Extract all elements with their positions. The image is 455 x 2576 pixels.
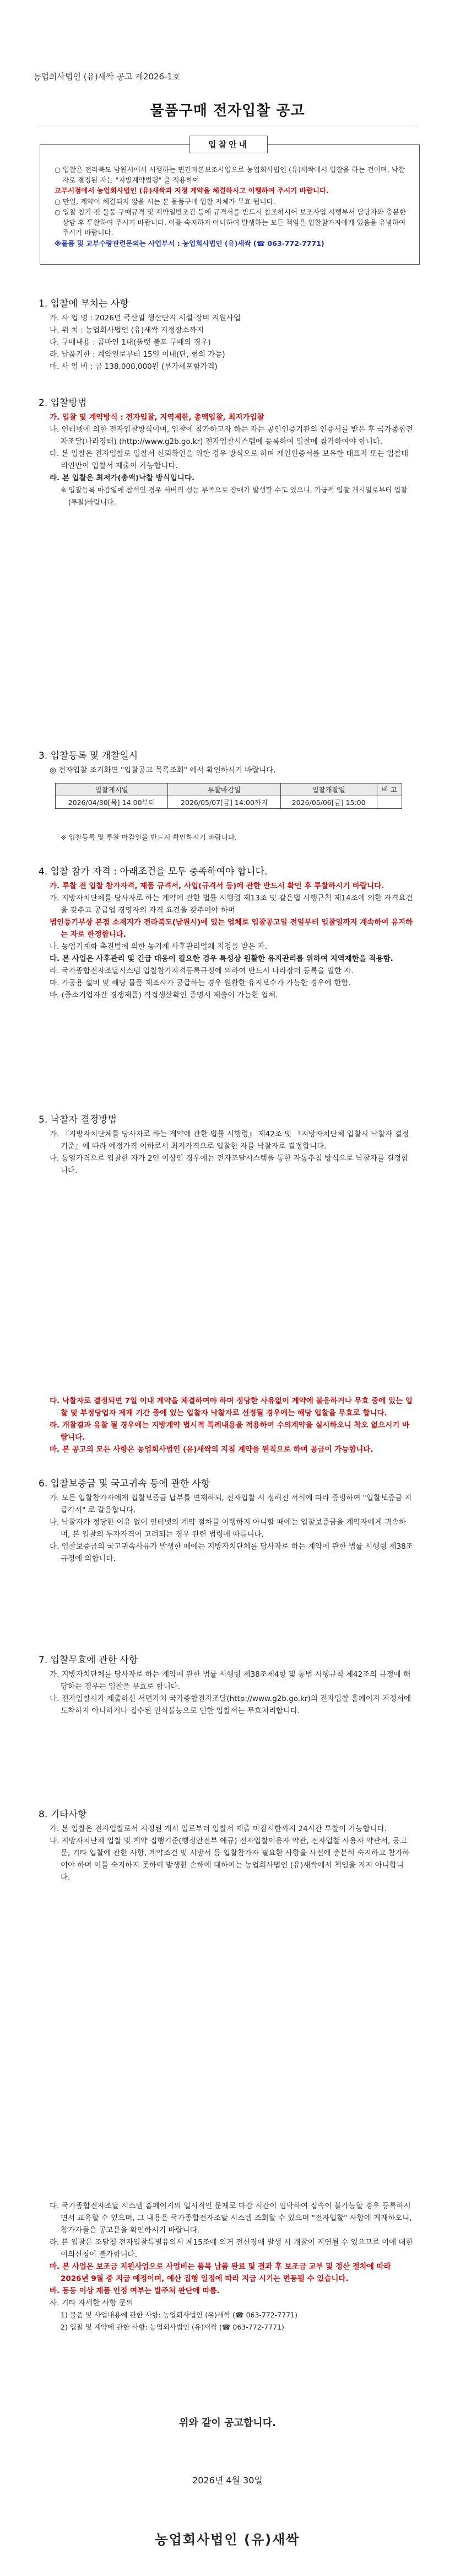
organization-name: 농업회사법인 (유)새싹: [155, 2532, 300, 2547]
section-5-heading: 5. 낙찰자 결정방법: [39, 1114, 117, 1125]
section-2-item: 가. 입찰 및 계약방식 : 전자입찰, 지역제한, 총액입찰, 최저가입찰: [50, 413, 264, 422]
section-5-item: 가. 『지방자치단체를 당사자로 하는 계약에 관한 법률 시행령』 제42조 및 『지방자치단체 입찰시 낙찰자 결정기준』에 따라 예정가격 이하로서 최저가격으로 입찰한 자를 낙찰자로 결정합니다.: [50, 1130, 409, 1151]
section-1-body: [50, 312, 413, 373]
table-header: 비 고: [377, 783, 402, 796]
section-4-item: 마. 가공용 설비 및 해당 물품 제조사가 공급하는 경우 원활한 유지보수가 가능한 경우에 한함.: [50, 979, 351, 988]
notice-box: [40, 144, 420, 265]
table-cell: 2026/04/30[목] 14:00부터: [56, 796, 168, 809]
section-1-heading: 1. 입찰에 부치는 사항: [39, 298, 129, 309]
section-8-item: 가. 본 입찰은 전자입찰로서 지정된 개시 일로부터 입찰서 제출 마감시한까지 24시간 투찰이 가능합니다.: [50, 1824, 387, 1833]
section-8-item: 바. 동등 이상 제품 인정 여부는 발주처 판단에 따름.: [50, 2287, 220, 2295]
notice-line-2: 교부시점에서 농업회사법인 (유)새싹과 지정 계약을 체결하시고 이행하여 주시기 바랍니다.: [55, 186, 329, 195]
section-1-item: 마. 사 업 비 : 금 138,000,000원 (부가세포함가격): [50, 362, 218, 371]
section-2-item: 나. 인터넷에 의한 전자입찰방식이며, 입찰에 참가하고자 하는 자는 공인인증기관의 인증서를 받은 후 국가종합전자조달(나라장터) (http://www.g2b.go.kr) 전자입찰시스템에 등록하여 입찰에 참가하여야 합니다.: [50, 425, 413, 446]
notice-line-4: ○ 입찰 참가 전 물품 구매규격 및 계약일반조건 등에 규격서를 반드시 참조하시어 보조사업 시행부서 담당자와 충분한 상담 후 투찰하여 주시기 바랍니다. 이를 숙지하지 아니하여 발생하는 모든 책임은 입찰참가자에게 있음을 유념하여 주시기 바랍니다.: [55, 208, 407, 237]
section-6-heading: 6. 입찰보증금 및 국고귀속 등에 관한 사항: [39, 1478, 210, 1489]
section-2-item: 라. 본 입찰은 최저가(총액)낙찰 방식입니다.: [50, 474, 195, 482]
table-header: 입찰개찰일: [280, 783, 377, 796]
section-1-item: 라. 납품기한 : 계약일로부터 15일 이내(단, 협의 가능): [50, 350, 225, 359]
section-8-extra: [50, 2200, 413, 2333]
closing-statement: 위와 같이 공고합니다.: [179, 2417, 276, 2429]
schedule-table: [55, 783, 402, 809]
section-8-item: 다. 국가종합전자조달 시스템 홈페이지의 일시적인 문제로 마감 시간이 임박하여 접속이 불가능할 경우 등록하시면서 교육할 수 있으며, 그 내용은 국가종합전자조달 시스템 조회할 수 있으며 "전자입찰" 사항에 게재하오니, 참가자들은 공고문을 확인하시기 바랍니다.: [50, 2202, 412, 2235]
notice-line-3: ○ 만일, 계약이 체결되지 않을 시는 본 물품구매 입찰 자체가 무효 됩니다.: [55, 197, 275, 206]
table-header-row: [56, 783, 402, 796]
section-2-heading: 2. 입찰방법: [39, 398, 87, 409]
section-5-item: 마. 본 공고의 모든 사항은 농업회사법인 (유)새싹의 지침 계약을 원칙으로 하며 공급이 가능합니다.: [50, 1445, 373, 1454]
section-2-note: ※ 입찰등록 마감일에 참석인 경우 서버의 성능 부족으로 장애가 발생할 수도 있으니, 가급적 입찰 개시일로부터 입찰(투찰)바랍니다.: [61, 486, 408, 506]
section-5-item: 나. 동일가격으로 입찰한 자가 2인 이상인 경우에는 전자조달시스템을 통한 자동추첨 방식으로 낙찰자를 결정합니다.: [50, 1154, 409, 1175]
table-cell: 2026/05/06[금] 15:00: [280, 796, 377, 809]
table-row: [56, 796, 402, 809]
section-8-contact: 2) 입찰 및 계약에 관한 사항: 농업회사법인 (유)새싹 (☎ 063-772-7771): [61, 2323, 284, 2331]
section-3-intro: ◎ 전자입찰 조기화면 "입찰공고 목록조회" 에서 확인하시기 바랍니다.: [50, 766, 276, 775]
notice-label: 입찰안내: [189, 136, 268, 153]
section-7-item: 가. 지방자치단체를 당사자로 하는 계약에 관한 법률 시행령 제38조제4항 및 동법 시행규칙 제42조의 규정에 해당하는 경우는 입찰을 무효로 합니다.: [50, 1670, 411, 1691]
table-cell: [377, 796, 402, 809]
section-8-item: 나. 지방자치단체 입찰 및 계약 집행기준(행정안전부 예규) 전자입찰이용자 약관, 전자입찰 사용자 약관서, 공고문, 기타 입찰에 관한 사항, 계약조건 및 시방서 등 입찰참가자 필요한 사항을 사전에 충분히 숙지하고 참가하여야 하며 이를 숙지하지 못하여 발생한 손해에 대하여는 농업회사법인 (유)새싹에서 책임을 지지 아니합니다.: [50, 1837, 410, 1882]
document-number: 농업회사법인 (유)새싹 공고 제2026-1호: [33, 72, 181, 82]
section-4-item: 가. 지방자치단체를 당사자로 하는 계약에 관한 법률 시행령 제13조 및 같은법 시행규칙 제14조에 의한 자격요건을 갖추고 공급업 경영자의 자격 요건을 갖추어야 하며: [50, 894, 413, 915]
section-6-body: [50, 1492, 413, 1565]
section-3-body: [50, 764, 413, 776]
section-1-item: 다. 구매내용 : 콤바인 1대(플랫 불포 구매의 경우): [50, 338, 211, 347]
section-5-item: 다. 낙찰자로 결정되면 7일 이내 계약을 체결하여야 하며 정당한 사유없이 계약에 불응하거나 무효 중에 있는 입찰 및 부정당업자 제재 기간 중에 있는 입찰자 낙찰자로 선정될 경우에는 해당 입찰을 무효로 합니다.: [50, 1397, 413, 1418]
section-5-item: 라. 개찰결과 유찰 될 경우에는 지방계약 법시적 특례내용을 적용하여 수의계약을 실시하오니 착오 없으시기 바랍니다.: [50, 1421, 410, 1442]
table-cell: 2026/05/07[금] 14:00까지: [168, 796, 280, 809]
section-8-item: 마. 본 사업은 보조금 지원사업으로 사업비는 품목 납품 완료 및 결과 후 보조금 교부 및 정산 절차에 따라 2026년 9월 중 지급 예정이며, 예산 집행 일정에 따라 지급 시기는 변동될 수 있습니다.: [50, 2262, 391, 2283]
section-3-heading: 3. 입찰등록 및 개찰일시: [39, 750, 138, 761]
section-4-body: [50, 880, 413, 1001]
section-1-item: 가. 사 업 명 : 2026년 국산밀 생산단지 시설·장비 지원사업: [50, 314, 241, 323]
section-8-heading: 8. 기타사항: [39, 1809, 87, 1820]
section-4-item: 바. (중소기업자간 경쟁제품) 직접생산확인 증명서 제출이 가능한 업체.: [50, 991, 278, 1000]
section-7-item: 나. 전자입찰시가 제출하신 서면가치 국가종합전자조달(http://www.g2b.go.kr)의 전자입찰 홈페이지 지정서에 도착하지 아니하거나 접수된 인식불능으로 인한 입찰서는 무효처리합니다.: [50, 1694, 411, 1715]
section-6-item: 나. 낙찰자가 정당한 이유 없이 인터넷의 계약 절차를 이행하지 아니할 때에는 입찰보증금을 계약자에게 귀속하며, 본 입찰의 투자자격이 고려되는 경우 관련 법령에 따릅니다.: [50, 1518, 406, 1539]
notice-line-5: ※물품 및 교부수량관련문의는 사업부서 : 농업회사법인 (유)새싹 (☎ 063-772-7771): [55, 239, 324, 248]
section-6-item: 다. 입찰보증금의 국고귀속사유가 발생한 때에는 지방자치단체를 당사자로 하는 계약에 관한 법률 시행령 제38조 규정에 의합니다.: [50, 1542, 413, 1563]
section-7-heading: 7. 입찰무효에 관한 사항: [39, 1655, 138, 1666]
table-header: 투찰마감일: [168, 783, 280, 796]
table-header: 입찰게시일: [56, 783, 168, 796]
section-8-contact: 1) 물품 및 사업내용에 관한 사항: 농업회사법인 (유)새싹 (☎ 063-772-7771): [61, 2311, 298, 2319]
section-4-item: 다. 본 사업은 사후관리 및 긴급 대응이 필요한 경우 특성상 원활한 유지관리를 위하여 지역제한을 적용함.: [50, 954, 393, 963]
page-title: 물품구매 전자입찰 공고: [150, 103, 305, 119]
section-8-item: 사. 기타 자세한 사항 문의: [50, 2299, 133, 2307]
section-4-item: 가. 투찰 전 입찰 참가자격, 제품 규격서, 사업(규격서 등)에 관한 반드시 확인 후 투찰하시기 바랍니다.: [50, 882, 384, 890]
section-1-item: 나. 위 치 : 농업회사법인 (유)새싹 지정장소까지: [50, 326, 204, 335]
section-2-body: [50, 411, 413, 508]
section-3-note-wrap: [50, 831, 413, 844]
section-4-item: 법인등기부상 본점 소재지가 전라북도(남원시)에 있는 업체로 입찰공고일 전일부터 입찰일까지 계속하여 유지하는 자로 한정합니다.: [50, 918, 413, 939]
section-5-extra: [50, 1395, 413, 1456]
section-3-note: ※ 입찰등록 및 투찰 마감일을 반드시 확인하시기 바랍니다.: [61, 833, 237, 841]
section-4-item: 나. 농업기계화 촉진법에 의한 농기계 사후관리업체 지정을 받은 자.: [50, 942, 268, 951]
section-8-body: [50, 1823, 413, 1883]
notice-line-1: ○ 입찰은 전라북도 남원시에서 시행하는 민간자본보조사업으로 농업회사법인 (유)새싹에서 입찰을 하는 건이며, 낙찰자로 결정된 자는 "지방계약법령" 을 적용하여: [55, 165, 405, 184]
section-6-item: 가. 모든 입찰참가자에게 입찰보증금 납부를 면제하되, 전자입찰 시 정해진 서식에 따라 증빙하여 "입찰보증금 지급각서" 로 갈음합니다.: [50, 1494, 412, 1515]
announcement-date: 2026년 4월 30일: [192, 2475, 263, 2486]
section-5-body: [50, 1128, 413, 1177]
section-4-item: 라. 국가종합전자조달시스템 입찰참가자격등록규정에 의하여 반드시 나라장터 등록을 필한 자.: [50, 967, 354, 975]
section-2-item: 다. 본 입찰은 전자입찰로 입찰서 신뢰확인을 위한 경우 방식으로 하며 개인인증서를 보유한 대표자 또는 입찰대리인만이 입찰서 제출이 가능합니다.: [50, 449, 409, 470]
section-4-heading: 4. 입찰 참가 자격 : 아래조건을 모두 충족하여야 합니다.: [39, 866, 268, 877]
section-8-item: 라. 본 입찰은 조달청 전자입찰특별유의서 제15조에 의거 전산장애 발생 시 개찰이 지연될 수 있으므로 이에 대한 이의신청이 불가합니다.: [50, 2238, 413, 2259]
section-7-body: [50, 1668, 413, 1717]
